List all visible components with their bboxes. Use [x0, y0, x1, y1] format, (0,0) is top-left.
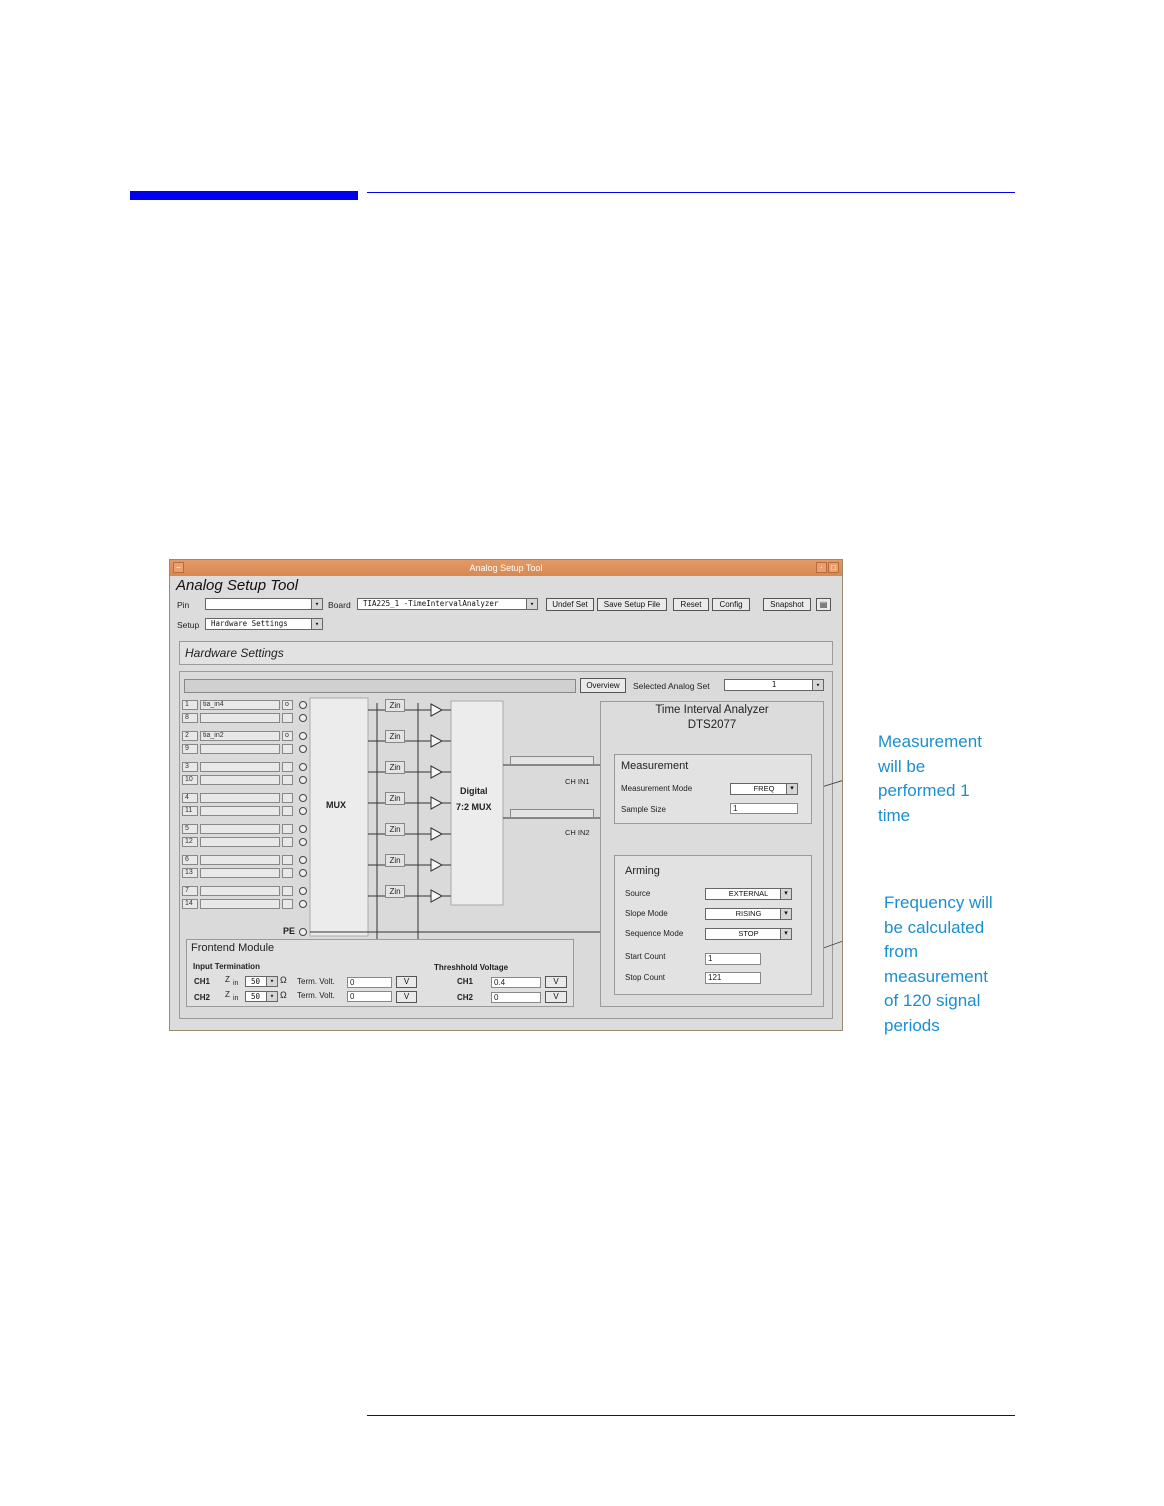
sample-size-label: Sample Size — [621, 805, 666, 814]
measurement-mode-label: Measurement Mode — [621, 784, 693, 793]
sequence-mode-select[interactable]: STOP ▾ — [705, 928, 792, 940]
header-rule-thick — [130, 191, 358, 200]
pin-name-field[interactable] — [200, 806, 280, 816]
zin-box: Zin — [385, 730, 405, 743]
undef-set-button[interactable]: Undef Set — [546, 598, 594, 611]
pin-radio[interactable] — [299, 794, 307, 802]
pin-number: 14 — [182, 899, 198, 909]
pin-name-field[interactable] — [200, 837, 280, 847]
selected-analog-set-label: Selected Analog Set — [633, 681, 710, 691]
pin-number: 11 — [182, 806, 198, 816]
pin-name-field[interactable]: tia_in2 — [200, 731, 280, 741]
pin-number: 6 — [182, 855, 198, 865]
arming-title: Arming — [625, 865, 660, 877]
stop-count-input[interactable]: 121 — [705, 972, 761, 984]
input-termination-label: Input Termination — [193, 962, 260, 971]
z-sub-label: in — [233, 995, 239, 1002]
pin-radio[interactable] — [299, 714, 307, 722]
chevron-down-icon: ▾ — [526, 599, 537, 609]
term-volt-label: Term. Volt. — [297, 977, 335, 986]
digital-mux-label-1: Digital — [460, 786, 488, 796]
window-menu-icon[interactable]: − — [173, 562, 184, 573]
zin-box: Zin — [385, 885, 405, 898]
pin-mark: o — [282, 700, 293, 710]
ch2-threshold-button[interactable]: V — [545, 991, 567, 1003]
board-label: Board — [328, 600, 351, 610]
measurement-mode-select[interactable]: FREQ ▾ — [730, 783, 798, 795]
pin-number: 5 — [182, 824, 198, 834]
chevron-down-icon: ▾ — [812, 680, 823, 690]
pin-name-field[interactable] — [200, 899, 280, 909]
z-sub-label: in — [233, 980, 239, 987]
pin-number: 2 — [182, 731, 198, 741]
mux-label: MUX — [326, 800, 346, 810]
pin-mark: o — [282, 731, 293, 741]
ch2-term-volt-button[interactable]: V — [396, 991, 417, 1003]
pin-mark — [282, 855, 293, 865]
pin-name-field[interactable] — [200, 713, 280, 723]
overview-button[interactable]: Overview — [580, 678, 626, 693]
ch1-term-volt-button[interactable]: V — [396, 976, 417, 988]
frontend-module-panel — [186, 939, 574, 1007]
analog-setup-window — [169, 559, 843, 1031]
pin-name-field[interactable] — [200, 886, 280, 896]
ch1-term-volt-input[interactable]: 0 — [347, 977, 392, 988]
pin-number: 4 — [182, 793, 198, 803]
pin-mark — [282, 824, 293, 834]
chevron-down-icon: ▾ — [311, 599, 322, 609]
pin-radio[interactable] — [299, 887, 307, 895]
pin-label: Pin — [177, 600, 190, 610]
pin-mark — [282, 793, 293, 803]
pin-radio[interactable] — [299, 732, 307, 740]
pin-number: 9 — [182, 744, 198, 754]
measurement-annotation: Measurement will be performed 1 time — [878, 732, 982, 825]
minimize-icon[interactable]: · — [816, 562, 827, 573]
pe-radio[interactable] — [299, 928, 307, 936]
pin-name-field[interactable] — [200, 793, 280, 803]
ohm-label: Ω — [280, 990, 287, 1000]
chevron-down-icon: ▾ — [266, 977, 277, 986]
ch-in1-field — [510, 756, 594, 765]
term-volt-label: Term. Volt. — [297, 991, 335, 1000]
sample-size-input[interactable]: 1 — [730, 803, 798, 814]
maximize-icon[interactable]: □ — [828, 562, 839, 573]
pin-name-field[interactable] — [200, 744, 280, 754]
chevron-down-icon: ▾ — [780, 889, 791, 899]
pin-radio[interactable] — [299, 900, 307, 908]
digital-mux-label-2: 7:2 MUX — [456, 802, 492, 812]
zin-box: Zin — [385, 699, 405, 712]
pin-mark — [282, 775, 293, 785]
chevron-down-icon: ▾ — [266, 992, 277, 1001]
zin-box: Zin — [385, 823, 405, 836]
ch2-thresh-label: CH2 — [457, 993, 474, 1002]
chevron-down-icon: ▾ — [786, 784, 797, 794]
setup-label: Setup — [177, 620, 200, 630]
pin-name-field[interactable] — [200, 762, 280, 772]
pin-number: 7 — [182, 886, 198, 896]
start-count-label: Start Count — [625, 952, 666, 961]
ch1-label: CH1 — [194, 977, 211, 986]
pin-number: 13 — [182, 868, 198, 878]
pin-name-field[interactable] — [200, 824, 280, 834]
pin-radio[interactable] — [299, 701, 307, 709]
ch2-threshold-input[interactable]: 0 — [491, 992, 541, 1003]
ch1-zin-select[interactable]: 50 ▾ — [245, 976, 278, 987]
pin-name-field[interactable] — [200, 868, 280, 878]
pin-mark — [282, 886, 293, 896]
pin-radio[interactable] — [299, 838, 307, 846]
pin-number: 1 — [182, 700, 198, 710]
source-select[interactable]: EXTERNAL ▾ — [705, 888, 792, 900]
ch1-thresh-label: CH1 — [457, 977, 474, 986]
pin-number: 8 — [182, 713, 198, 723]
pin-radio[interactable] — [299, 763, 307, 771]
ohm-label: Ω — [280, 975, 287, 985]
stop-count-label: Stop Count — [625, 973, 666, 982]
frequency-annotation: Frequency will be calculated from measurement of 120 signal periods — [884, 893, 993, 1035]
config-button[interactable]: Config — [712, 598, 750, 611]
ch-in2-label: CH IN2 — [565, 828, 590, 837]
pin-mark — [282, 868, 293, 878]
board-select[interactable]: TIA225_1 -TimeIntervalAnalyzer ▾ — [357, 598, 538, 610]
snapshot-button[interactable]: Snapshot — [763, 598, 811, 611]
sequence-mode-label: Sequence Mode — [625, 929, 684, 938]
ch2-term-volt-input[interactable]: 0 — [347, 991, 392, 1002]
pin-mark — [282, 744, 293, 754]
footer-rule — [367, 1415, 1015, 1416]
app-title: Analog Setup Tool — [176, 577, 299, 594]
z-label: Z — [225, 990, 230, 999]
ch1-threshold-button[interactable]: V — [545, 976, 567, 988]
measurement-title: Measurement — [621, 760, 689, 772]
tia-title: Time Interval Analyzer — [655, 704, 769, 716]
ch2-zin-select[interactable]: 50 ▾ — [245, 991, 278, 1002]
hardware-settings-title: Hardware Settings — [185, 646, 284, 660]
pin-number: 3 — [182, 762, 198, 772]
pin-mark — [282, 837, 293, 847]
pin-mark — [282, 762, 293, 772]
ch2-label: CH2 — [194, 993, 211, 1002]
setup-select[interactable]: Hardware Settings ▾ — [205, 618, 323, 630]
pin-name-field[interactable] — [200, 775, 280, 785]
pin-radio[interactable] — [299, 856, 307, 864]
measurement-panel — [614, 754, 812, 824]
chevron-down-icon: ▾ — [311, 619, 322, 629]
pin-radio[interactable] — [299, 869, 307, 877]
pin-mark — [282, 713, 293, 723]
zin-box: Zin — [385, 792, 405, 805]
pe-label: PE — [283, 926, 296, 936]
ch1-threshold-input[interactable]: 0.4 — [491, 977, 541, 988]
tia-panel — [600, 701, 824, 1007]
chevron-down-icon: ▾ — [780, 929, 791, 939]
slope-mode-select[interactable]: RISING ▾ — [705, 908, 792, 920]
z-label: Z — [225, 975, 230, 984]
window-title: Analog Setup Tool — [469, 563, 543, 573]
selected-analog-set-select[interactable]: 1 ▾ — [724, 679, 824, 691]
pin-name-field[interactable] — [200, 855, 280, 865]
chevron-down-icon: ▾ — [780, 909, 791, 919]
slope-mode-label: Slope Mode — [625, 909, 668, 918]
pin-radio[interactable] — [299, 807, 307, 815]
arming-panel — [614, 855, 812, 995]
reset-button[interactable]: Reset — [673, 598, 709, 611]
pin-radio[interactable] — [299, 825, 307, 833]
zin-box: Zin — [385, 761, 405, 774]
zin-box: Zin — [385, 854, 405, 867]
save-setup-file-button[interactable]: Save Setup File — [597, 598, 667, 611]
pin-name-field[interactable]: tia_in4 — [200, 700, 280, 710]
pin-radio[interactable] — [299, 776, 307, 784]
start-count-input[interactable]: 1 — [705, 953, 761, 965]
print-icon[interactable]: ▤ — [816, 598, 831, 611]
threshold-voltage-label: Threshhold Voltage — [434, 963, 509, 972]
pin-mark — [282, 899, 293, 909]
pin-number: 10 — [182, 775, 198, 785]
ch-in2-field — [510, 809, 594, 818]
pin-radio[interactable] — [299, 745, 307, 753]
header-rule-thin — [367, 192, 1015, 193]
pin-mark — [282, 806, 293, 816]
pin-number: 12 — [182, 837, 198, 847]
source-label: Source — [625, 889, 651, 898]
ch-in1-label: CH IN1 — [565, 777, 590, 786]
frontend-title: Frontend Module — [191, 942, 275, 954]
tia-model: DTS2077 — [687, 719, 737, 731]
